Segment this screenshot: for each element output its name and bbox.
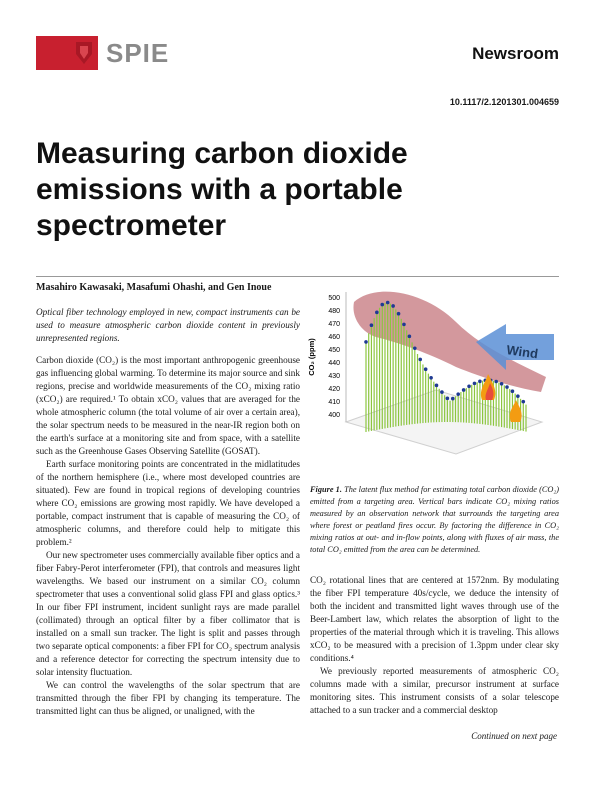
- y-tick: 450: [328, 347, 340, 354]
- paragraph: Earth surface monitoring points are concentrated in the midlatitudes of the northern hemisphere (i.e., where most developed countries are situated). Few are found in tropical regions of developing countries where CO₂ emissions are growing most rapidly. We have developed a portable, compact instrument that is capable of measuring the CO₂ of atmospheric columns, and therefore could help to mitigate this problem.²: [36, 459, 300, 547]
- paragraph: CO₂ rotational lines that are centered at 1572nm. By modulating the fiber FPI temperature 40s/cycle, we deduce the intensity of both the incident and transmitted light waves through use of the Beer-Lambert law, which relates the absorption of light to the properties of the material through which it is traveling. This allows xCO₂ to be measured with a precision of 1.3ppm under clear sky conditions.⁴: [310, 575, 559, 663]
- measurement-point: [402, 323, 406, 327]
- doi: 10.1117/2.1201301.004659: [449, 97, 559, 107]
- spie-logo-mark: [36, 36, 98, 70]
- measurement-point: [375, 311, 379, 315]
- section-label: Newsroom: [472, 44, 559, 63]
- measurement-point: [505, 385, 509, 389]
- measurement-point: [500, 382, 504, 386]
- article-title: Measuring carbon dioxide emissions with a portable spectrometer: [36, 137, 408, 242]
- intro-text: [36, 306, 300, 345]
- intro-paragraph: Optical fiber technology employed in new, compact instruments can be used to measure atmospheric carbon dioxide content in previously unrepresented regions.: [36, 307, 300, 343]
- measurement-point: [511, 389, 515, 393]
- y-tick: 440: [328, 360, 340, 367]
- measurement-point: [391, 304, 395, 308]
- wind-label: Wind: [505, 342, 540, 362]
- figure-1-illustration: [306, 282, 559, 478]
- y-tick: 500: [328, 295, 340, 302]
- right-column: [310, 574, 559, 717]
- measurement-point: [418, 358, 422, 362]
- measurement-point: [435, 384, 439, 388]
- measurement-point: [440, 390, 444, 394]
- measurement-point: [473, 382, 477, 386]
- y-ticks: [328, 295, 340, 419]
- paragraph: Carbon dioxide (CO₂) is the most important anthropogenic greenhouse gas influencing global warming. To determine its major source and sink regions, precise and worldwide measurements of the CO₂ mixing ratio (xCO₂) are required.¹ To obtain xCO₂ values that are averaged for the whole atmospheric column (the total volume of air over a certain area), the solar spectrum needs to be measured in the near-IR region both on the earth's surface at a monitoring site and from space, with a satellite such as the Greenhouse Gases Observing Satellite (GOSAT).: [36, 355, 300, 456]
- measurement-point: [397, 312, 401, 316]
- spie-logo-icon: [36, 36, 98, 70]
- paragraph: We can control the wavelengths of the solar spectrum that are transmitted through the fiber FPI by changing its temperature. The transmitted light can thus be aligned, or unaligned, with the: [36, 680, 300, 716]
- y-tick: 430: [328, 373, 340, 380]
- caption-label: Figure 1.: [310, 485, 342, 494]
- y-tick: 460: [328, 334, 340, 341]
- measurement-point: [413, 346, 417, 350]
- left-column: [36, 354, 300, 718]
- divider: [36, 276, 559, 277]
- measurement-point: [451, 397, 455, 401]
- measurement-point: [478, 380, 482, 384]
- measurement-point: [380, 303, 384, 307]
- measurement-point: [370, 323, 374, 327]
- authors: Masahiro Kawasaki, Masafumi Ohashi, and Gen Inoue: [36, 282, 272, 293]
- measurement-point: [494, 380, 498, 384]
- y-tick: 480: [328, 308, 340, 315]
- paragraph: We previously reported measurements of atmospheric CO₂ columns made with a similar, precursor instrument at surface monitoring sites. This instrument consists of a solar telescope attached to a sun tracker and a commercial desktop: [310, 666, 559, 715]
- measurement-point: [446, 397, 450, 401]
- y-axis-label: CO₂ (ppm): [307, 338, 316, 376]
- figure-caption: [310, 484, 559, 556]
- measurement-point: [467, 385, 471, 389]
- paragraph: Our new spectrometer uses commercially available fiber optics and a fiber Fabry-Perot interferometer (FPI), that controls and measures light wavelengths. We based our instrument on a similar CO₂ column spectrometer that uses a conventional solid glass FPI and glass optics.³ In our fiber FPI instrument, incident sunlight rays are made parallel (collimated) through an optical filter by a fiber collimator that is installed on a small sun tracker. The light is split and passes through two separate optical components: a fiber FPI for CO₂ spectrum analysis and a reference detector for correcting the spectrum intensity due to solar intensity fluctuation.: [36, 550, 300, 677]
- measurement-point: [521, 400, 525, 404]
- measurement-point: [456, 392, 460, 396]
- spie-logo-text: SPIE: [106, 38, 170, 68]
- measurement-point: [364, 340, 368, 344]
- measurement-point: [408, 335, 412, 339]
- continued-note: Continued on next page: [471, 731, 557, 741]
- y-tick: 420: [328, 386, 340, 393]
- y-tick: 470: [328, 321, 340, 328]
- y-tick: 410: [328, 399, 340, 406]
- measurement-point: [462, 388, 466, 392]
- caption-text: The latent flux method for estimating total carbon dioxide (CO₂) emitted from a targeting area. Vertical bars indicate CO₂ mixing ratios measured by an observation network that surrounds the targeting area where forest or peatland fires occur. By factoring the difference in CO₂ mixing ratios at out- and in-flow points, along with fluxes of air mass, the total CO₂ emitted from the area can be determined.: [310, 485, 560, 554]
- y-tick: 400: [328, 412, 340, 419]
- measurement-point: [424, 367, 428, 371]
- measurement-point: [386, 301, 390, 305]
- measurement-point: [516, 394, 520, 398]
- measurement-point: [429, 376, 433, 380]
